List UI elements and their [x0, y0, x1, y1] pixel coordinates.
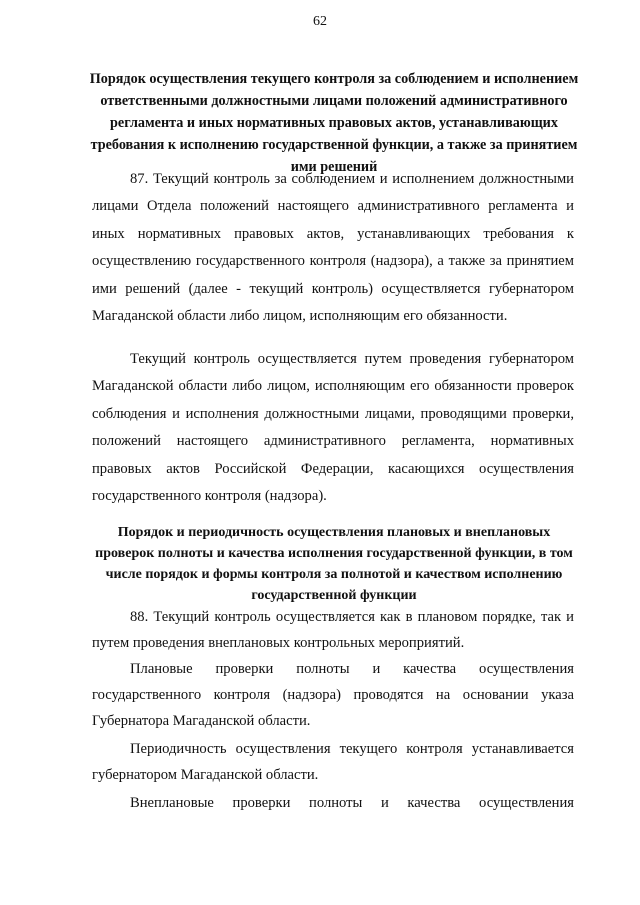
- paragraph-current-control-method: Текущий контроль осуществляется путем проведения губернатором Магаданской области либо лицом, исполняющим его обязанности проверок соблюдения и исполнения должностными лицами, проводящими проверки, положений настоящего административного регламента, нормативных правовых актов Российской Федерации, касающихся осуществления государственного контроля (надзора).: [92, 351, 574, 505]
- section-heading-inspections: Порядок и периодичность осуществления плановых и внеплановых проверок полноты и качества исполнения государственной функции, в том числе порядок и формы контроля за полнотой и качеством исполнению государственной функции: [95, 525, 573, 603]
- paragraph-planned-inspections: Плановые проверки полноты и качества осуществления государственного контроля (надзора) проводятся на основании указа Губернатора Магаданской области.: [92, 661, 574, 729]
- paragraph-87: 87. Текущий контроль за соблюдением и исполнением должностными лицами Отдела положений настоящего административного регламента и иных нормативных правовых актов, устанавливающих требования к осуществлению государственного контроля (надзора), а также за принятием ими решений (далее - текущий контроль) осуществляется губернатором Магаданской области либо лицом, исполняющим его обязанности.: [92, 171, 574, 325]
- paragraph-unplanned-inspections: Внеплановые проверки полноты и качества осуществления: [130, 795, 574, 811]
- section-heading-current-control: Порядок осуществления текущего контроля за соблюдением и исполнением ответственными должностными лицами положений административного регламента и иных нормативных правовых актов, устанавливающих требования к исполнению государственной функции, а также за принятием ими решений: [89, 71, 579, 175]
- paragraph-periodicity: Периодичность осуществления текущего контроля устанавливается губернатором Магаданской области.: [92, 741, 574, 783]
- page-number: 62: [313, 14, 327, 29]
- paragraph-88: 88. Текущий контроль осуществляется как в плановом порядке, так и путем проведения внеплановых контрольных мероприятий.: [92, 609, 574, 651]
